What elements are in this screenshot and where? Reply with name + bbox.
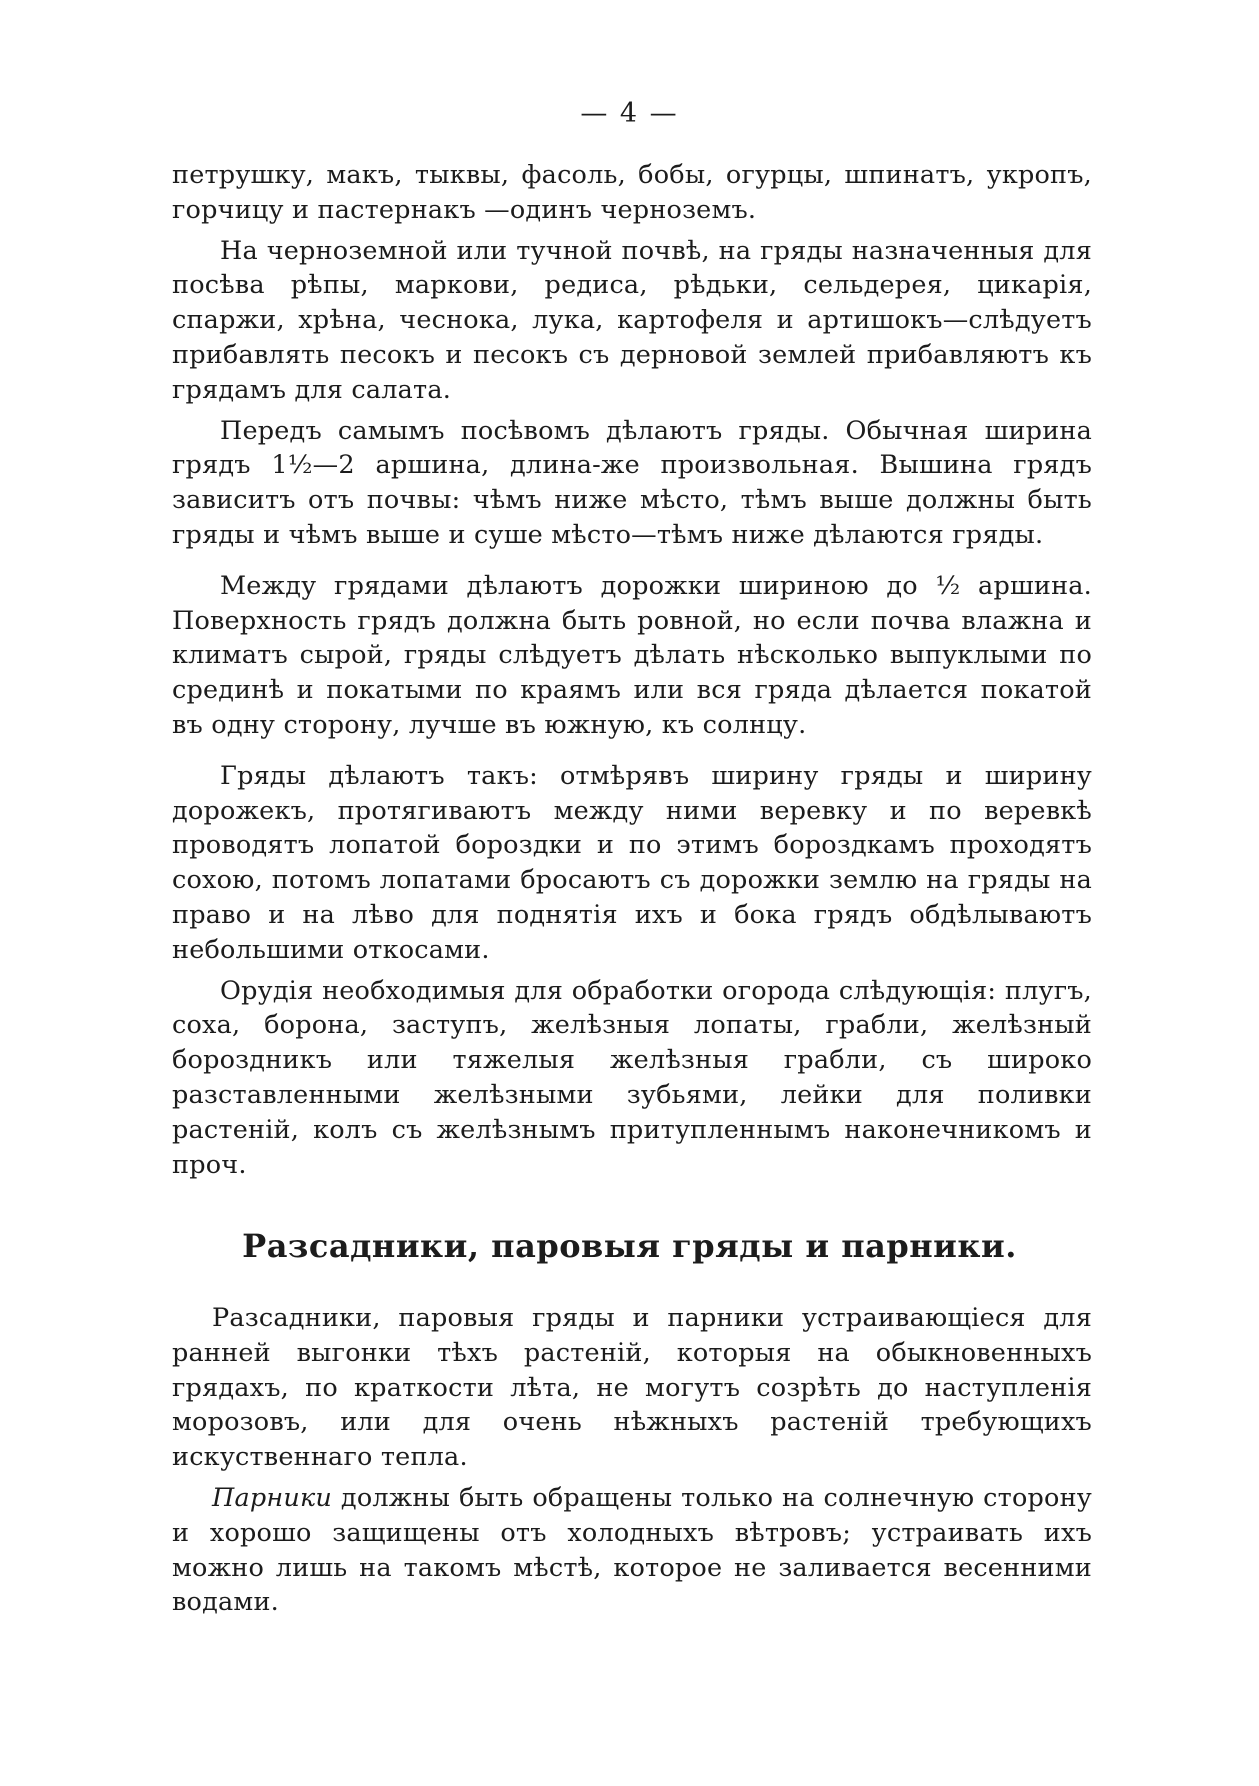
paragraph-1: петрушку, макъ, тыквы, фасоль, бобы, огурцы, шпинатъ, укропъ, горчицу и пастернакъ —одинъ черноземъ. (172, 160, 1092, 225)
paragraph-2: На черноземной или тучной почвѣ, на гряды назначенныя для посѣва рѣпы, маркови, редиса, рѣдьки, сельдерея, цикарія, спаржи, хрѣна, чеснока, лука, картофеля и артишокъ—слѣдуетъ прибавлять песокъ и песокъ съ дерновой землей прибавляютъ къ грядамъ для салата. (172, 235, 1092, 405)
page-number: — 4 — (580, 98, 679, 129)
paragraph-6: Орудія необходимыя для обработки огорода слѣдующія: плугъ, соха, борона, заступъ, желѣзныя лопаты, грабли, желѣзный бороздникъ или тяжелыя желѣзныя грабли, съ широко разставленными желѣзными зубьями, лейки для поливки растеній, колъ съ желѣзнымъ притупленнымъ наконечникомъ и проч. (172, 975, 1092, 1180)
paragraph-5: Гряды дѣлаютъ такъ: отмѣрявъ ширину гряды и ширину дорожекъ, протягиваютъ между ними веревку и по веревкѣ проводятъ лопатой бороздки и по этимъ бороздкамъ проходятъ сохою, потомъ лопатами бросаютъ съ дорожки землю на гряды на право и на лѣво для поднятія ихъ и бока грядъ обдѣлываютъ небольшими откосами. (172, 760, 1092, 965)
section-heading: Разсадники, паровыя гряды и парники. (242, 1227, 1017, 1265)
section-text (172, 1301, 1092, 1620)
section-paragraph-2-lead: Парники (212, 1482, 333, 1513)
section-paragraph-2-rest: должны быть обращены только на солнечную сторону и хорошо защищены отъ холодныхъ вѣтровъ; устраивать ихъ можно лишь на такомъ мѣстѣ, которое не заливается весенними водами. (172, 1482, 1092, 1618)
paragraph-3: Передъ самымъ посѣвомъ дѣлаютъ гряды. Обычная ширина грядъ 1½—2 аршина, длина-же произвольная. Вышина грядъ зависитъ отъ почвы: чѣмъ ниже мѣсто, тѣмъ выше должны быть гряды и чѣмъ выше и суше мѣсто—тѣмъ ниже дѣлаются гряды. (172, 415, 1092, 550)
section-paragraph-1: Разсадники, паровыя гряды и парники устраивающіеся для ранней выгонки тѣхъ растеній, которыя на обыкновенныхъ грядахъ, по краткости лѣта, не могутъ созрѣть до наступленія морозовъ, или для очень нѣжныхъ растеній требующихъ искуственнаго тепла. (172, 1303, 1092, 1473)
paragraph-4: Между грядами дѣлаютъ дорожки шириною до ½ аршина. Поверхность грядъ должна быть ровной, но если почва влажна и климатъ сырой, гряды слѣдуетъ дѣлать нѣсколько выпуклыми по срединѣ и покатыми по краямъ или вся гряда дѣлается покатой въ одну сторону, лучше въ южную, къ солнцу. (172, 570, 1092, 740)
section-paragraph-2 (172, 1481, 1092, 1620)
body-text (172, 158, 1092, 1182)
